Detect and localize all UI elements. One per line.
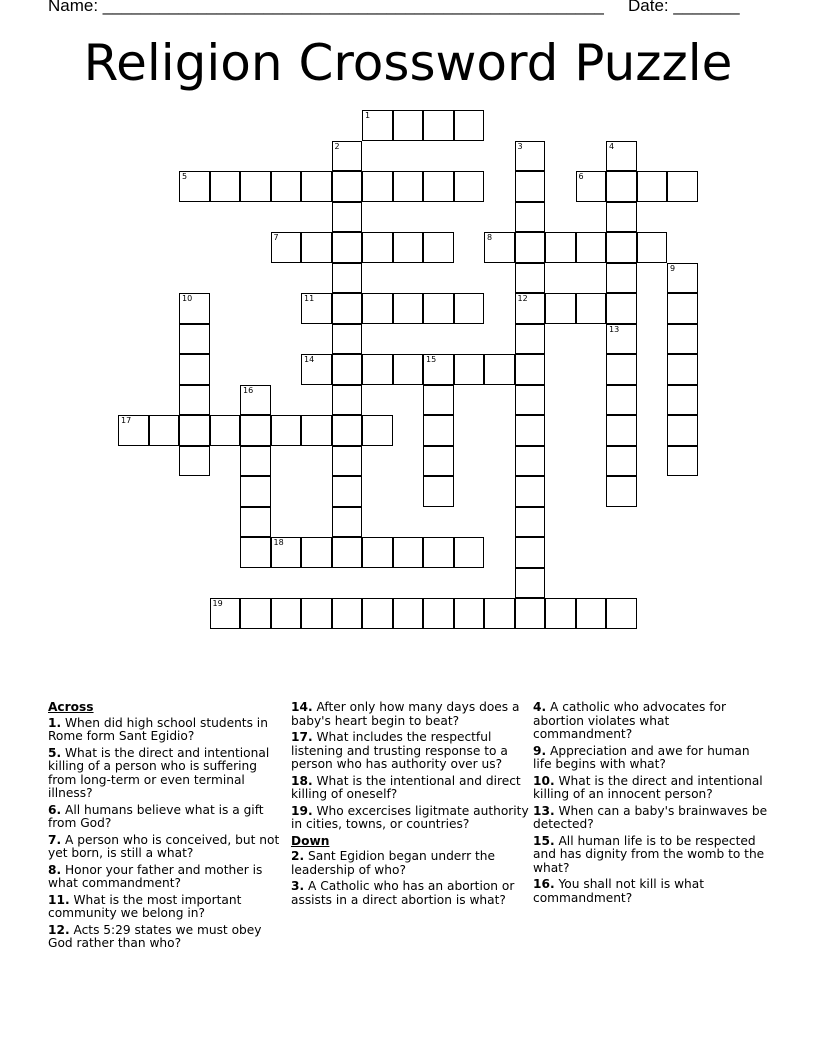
cell-number: 15 <box>426 355 437 364</box>
cell-number: 9 <box>670 263 676 273</box>
clue-across-1: 1. When did high school students in Rome form Sant Egidio? <box>48 715 268 743</box>
date-field-label: Date: _______ <box>628 0 740 15</box>
cell-number: 16 <box>243 385 254 395</box>
grid-cell[interactable] <box>637 232 668 263</box>
grid-cell[interactable] <box>515 568 546 599</box>
grid-cell[interactable] <box>210 171 241 202</box>
clue-down-3: 3. A Catholic who has an abortion or assists in a direct abortion is what? <box>291 879 515 907</box>
grid-cell[interactable] <box>210 415 241 446</box>
cell-number: 18 <box>273 538 284 547</box>
clue-across-6: 6. All humans believe what is a gift from God? <box>48 802 264 830</box>
grid-cell[interactable] <box>606 446 637 477</box>
grid-cell[interactable] <box>515 171 546 202</box>
cell-number: 17 <box>121 416 132 425</box>
grid-cell[interactable] <box>576 171 607 202</box>
grid-cell[interactable] <box>332 263 363 294</box>
grid-cell[interactable] <box>179 324 210 355</box>
grid-cell[interactable] <box>667 354 698 385</box>
clue-down-16: 16. You shall not kill is what commandment? <box>533 877 705 905</box>
grid-cell[interactable] <box>484 354 515 385</box>
grid-cell[interactable] <box>393 110 424 141</box>
grid-cell[interactable] <box>271 232 302 263</box>
grid-cell[interactable] <box>301 232 332 263</box>
grid-cell[interactable] <box>362 232 393 263</box>
grid-cell[interactable] <box>545 598 576 629</box>
grid-cell[interactable] <box>332 385 363 416</box>
grid-cell[interactable] <box>332 202 363 233</box>
clue-down-13: 13. When can a baby's brainwaves be detected? <box>533 803 768 831</box>
grid-cell[interactable] <box>423 232 454 263</box>
grid-cell[interactable] <box>423 171 454 202</box>
clue-across-18: 18. What is the intentional and direct killing of oneself? <box>291 773 521 801</box>
cell-number: 2 <box>334 141 340 151</box>
clue-across-12: 12. Acts 5:29 states we must obey God rather than who? <box>48 922 262 950</box>
cell-number: 1 <box>365 111 371 120</box>
grid-cell[interactable] <box>606 385 637 416</box>
grid-cell[interactable] <box>332 293 363 324</box>
grid-cell[interactable] <box>240 446 271 477</box>
grid-cell[interactable] <box>606 415 637 446</box>
grid-cell[interactable] <box>606 324 637 355</box>
grid-cell[interactable] <box>606 598 637 629</box>
grid-cell[interactable] <box>515 476 546 507</box>
grid-cell[interactable] <box>515 354 546 385</box>
grid-cell[interactable] <box>393 598 424 629</box>
grid-cell[interactable] <box>362 110 393 141</box>
grid-cell[interactable] <box>423 415 454 446</box>
grid-cell[interactable] <box>332 415 363 446</box>
grid-cell[interactable] <box>393 537 424 568</box>
clues-column-3 <box>533 701 771 908</box>
cell-number: 8 <box>487 233 493 242</box>
grid-cell[interactable] <box>667 446 698 477</box>
grid-cell[interactable] <box>332 141 363 172</box>
grid-cell[interactable] <box>515 415 546 446</box>
cell-number: 19 <box>212 599 223 608</box>
cell-number: 11 <box>304 294 315 303</box>
grid-cell[interactable] <box>667 385 698 416</box>
clues-column-2 <box>291 701 529 910</box>
clue-across-11: 11. What is the most important community we belong in? <box>48 892 242 920</box>
clues-column-1 <box>48 701 286 954</box>
grid-cell[interactable] <box>454 110 485 141</box>
grid-cell[interactable] <box>332 232 363 263</box>
clue-down-10: 10. What is the direct and intentional killing of an innocent person? <box>533 773 763 801</box>
grid-cell[interactable] <box>484 598 515 629</box>
cell-number: 7 <box>273 233 279 242</box>
grid-cell[interactable] <box>576 232 607 263</box>
grid-cell[interactable] <box>454 354 485 385</box>
grid-cell[interactable] <box>271 598 302 629</box>
grid-cell[interactable] <box>118 415 149 446</box>
grid-cell[interactable] <box>240 537 271 568</box>
grid-cell[interactable] <box>271 171 302 202</box>
grid-cell[interactable] <box>606 202 637 233</box>
grid-cell[interactable] <box>545 293 576 324</box>
cell-number: 6 <box>578 172 584 181</box>
grid-cell[interactable] <box>179 446 210 477</box>
grid-cell[interactable] <box>362 598 393 629</box>
grid-cell[interactable] <box>179 171 210 202</box>
grid-cell[interactable] <box>606 293 637 324</box>
grid-cell[interactable] <box>515 232 546 263</box>
grid-cell[interactable] <box>667 415 698 446</box>
clue-down-2: 2. Sant Egidion began underr the leadership of who? <box>291 849 495 877</box>
grid-cell[interactable] <box>484 232 515 263</box>
grid-cell[interactable] <box>515 507 546 538</box>
grid-cell[interactable] <box>271 537 302 568</box>
grid-cell[interactable] <box>606 232 637 263</box>
grid-cell[interactable] <box>545 232 576 263</box>
grid-cell[interactable] <box>240 171 271 202</box>
cell-number: 12 <box>517 294 528 303</box>
grid-cell[interactable] <box>393 232 424 263</box>
grid-cell[interactable] <box>606 476 637 507</box>
grid-cell[interactable] <box>332 324 363 355</box>
grid-cell[interactable] <box>179 415 210 446</box>
grid-cell[interactable] <box>271 415 302 446</box>
grid-cell[interactable] <box>332 537 363 568</box>
cell-number: 4 <box>609 141 615 151</box>
grid-cell[interactable] <box>301 415 332 446</box>
grid-cell[interactable] <box>332 507 363 538</box>
clue-across-14: 14. After only how many days does a baby's heart begin to beat? <box>291 700 520 728</box>
grid-cell[interactable] <box>423 110 454 141</box>
grid-cell[interactable] <box>362 537 393 568</box>
grid-cell[interactable] <box>301 537 332 568</box>
grid-cell[interactable] <box>515 598 546 629</box>
clue-down-15: 15. All human life is to be respected and has dignity from the womb to the what? <box>533 833 765 875</box>
grid-cell[interactable] <box>454 598 485 629</box>
grid-cell[interactable] <box>332 354 363 385</box>
grid-cell[interactable] <box>240 598 271 629</box>
cell-number: 13 <box>609 324 620 334</box>
clue-across-7: 7. A person who is conceived, but not yet born, is still a what? <box>48 832 280 860</box>
grid-cell[interactable] <box>393 293 424 324</box>
grid-cell[interactable] <box>515 324 546 355</box>
grid-cell[interactable] <box>393 354 424 385</box>
grid-cell[interactable] <box>423 385 454 416</box>
grid-cell[interactable] <box>454 537 485 568</box>
grid-cell[interactable] <box>606 141 637 172</box>
grid-cell[interactable] <box>515 446 546 477</box>
cell-number: 5 <box>182 172 188 181</box>
grid-cell[interactable] <box>149 415 180 446</box>
grid-cell[interactable] <box>332 171 363 202</box>
grid-cell[interactable] <box>301 598 332 629</box>
grid-cell[interactable] <box>423 476 454 507</box>
grid-cell[interactable] <box>667 171 698 202</box>
grid-cell[interactable] <box>576 293 607 324</box>
clue-across-17: 17. What includes the respectful listening and trusting response to a person who has authority over us? <box>291 730 508 771</box>
grid-cell[interactable] <box>423 354 454 385</box>
grid-cell[interactable] <box>576 598 607 629</box>
grid-cell[interactable] <box>332 446 363 477</box>
grid-cell[interactable] <box>515 141 546 172</box>
clue-down-4: 4. A catholic who advocates for abortion violates what commandment? <box>533 700 727 741</box>
grid-cell[interactable] <box>515 293 546 324</box>
grid-cell[interactable] <box>606 171 637 202</box>
grid-cell[interactable] <box>240 476 271 507</box>
grid-cell[interactable] <box>423 537 454 568</box>
grid-cell[interactable] <box>179 293 210 324</box>
cell-number: 3 <box>517 141 523 151</box>
grid-cell[interactable] <box>210 598 241 629</box>
grid-cell[interactable] <box>667 293 698 324</box>
grid-cell[interactable] <box>362 171 393 202</box>
grid-cell[interactable] <box>179 354 210 385</box>
down-heading: Down <box>291 833 330 848</box>
grid-cell[interactable] <box>454 171 485 202</box>
grid-cell[interactable] <box>454 293 485 324</box>
grid-cell[interactable] <box>423 293 454 324</box>
grid-cell[interactable] <box>240 415 271 446</box>
grid-cell[interactable] <box>240 385 271 416</box>
grid-cell[interactable] <box>637 171 668 202</box>
name-field-label: Name: _____________________________________________________ <box>48 0 604 15</box>
grid-cell[interactable] <box>423 446 454 477</box>
grid-cell[interactable] <box>393 171 424 202</box>
grid-cell[interactable] <box>667 324 698 355</box>
clue-across-19: 19. Who excercises ligitmate authority in cities, towns, or countries? <box>291 803 529 831</box>
grid-cell[interactable] <box>362 415 393 446</box>
grid-cell[interactable] <box>515 537 546 568</box>
grid-cell[interactable] <box>240 507 271 538</box>
grid-cell[interactable] <box>301 354 332 385</box>
page-title: Religion Crossword Puzzle <box>83 34 733 92</box>
clue-across-5: 5. What is the direct and intentional killing of a person who is suffering from long-term or even terminal illness? <box>48 745 270 800</box>
grid-cell[interactable] <box>362 293 393 324</box>
grid-cell[interactable] <box>606 263 637 294</box>
grid-cell[interactable] <box>179 385 210 416</box>
grid-cell[interactable] <box>301 293 332 324</box>
across-heading: Across <box>48 700 94 714</box>
grid-cell[interactable] <box>332 476 363 507</box>
grid-cell[interactable] <box>301 171 332 202</box>
clue-down-9: 9. Appreciation and awe for human life begins with what? <box>533 743 750 771</box>
grid-cell[interactable] <box>606 354 637 385</box>
grid-cell[interactable] <box>515 263 546 294</box>
cell-number: 10 <box>182 294 193 303</box>
grid-cell[interactable] <box>423 598 454 629</box>
grid-cell[interactable] <box>362 354 393 385</box>
grid-cell[interactable] <box>515 385 546 416</box>
grid-cell[interactable] <box>332 598 363 629</box>
cell-number: 14 <box>304 355 315 364</box>
clue-across-8: 8. Honor your father and mother is what commandment? <box>48 862 263 890</box>
grid-cell[interactable] <box>515 202 546 233</box>
grid-cell[interactable] <box>667 263 698 294</box>
